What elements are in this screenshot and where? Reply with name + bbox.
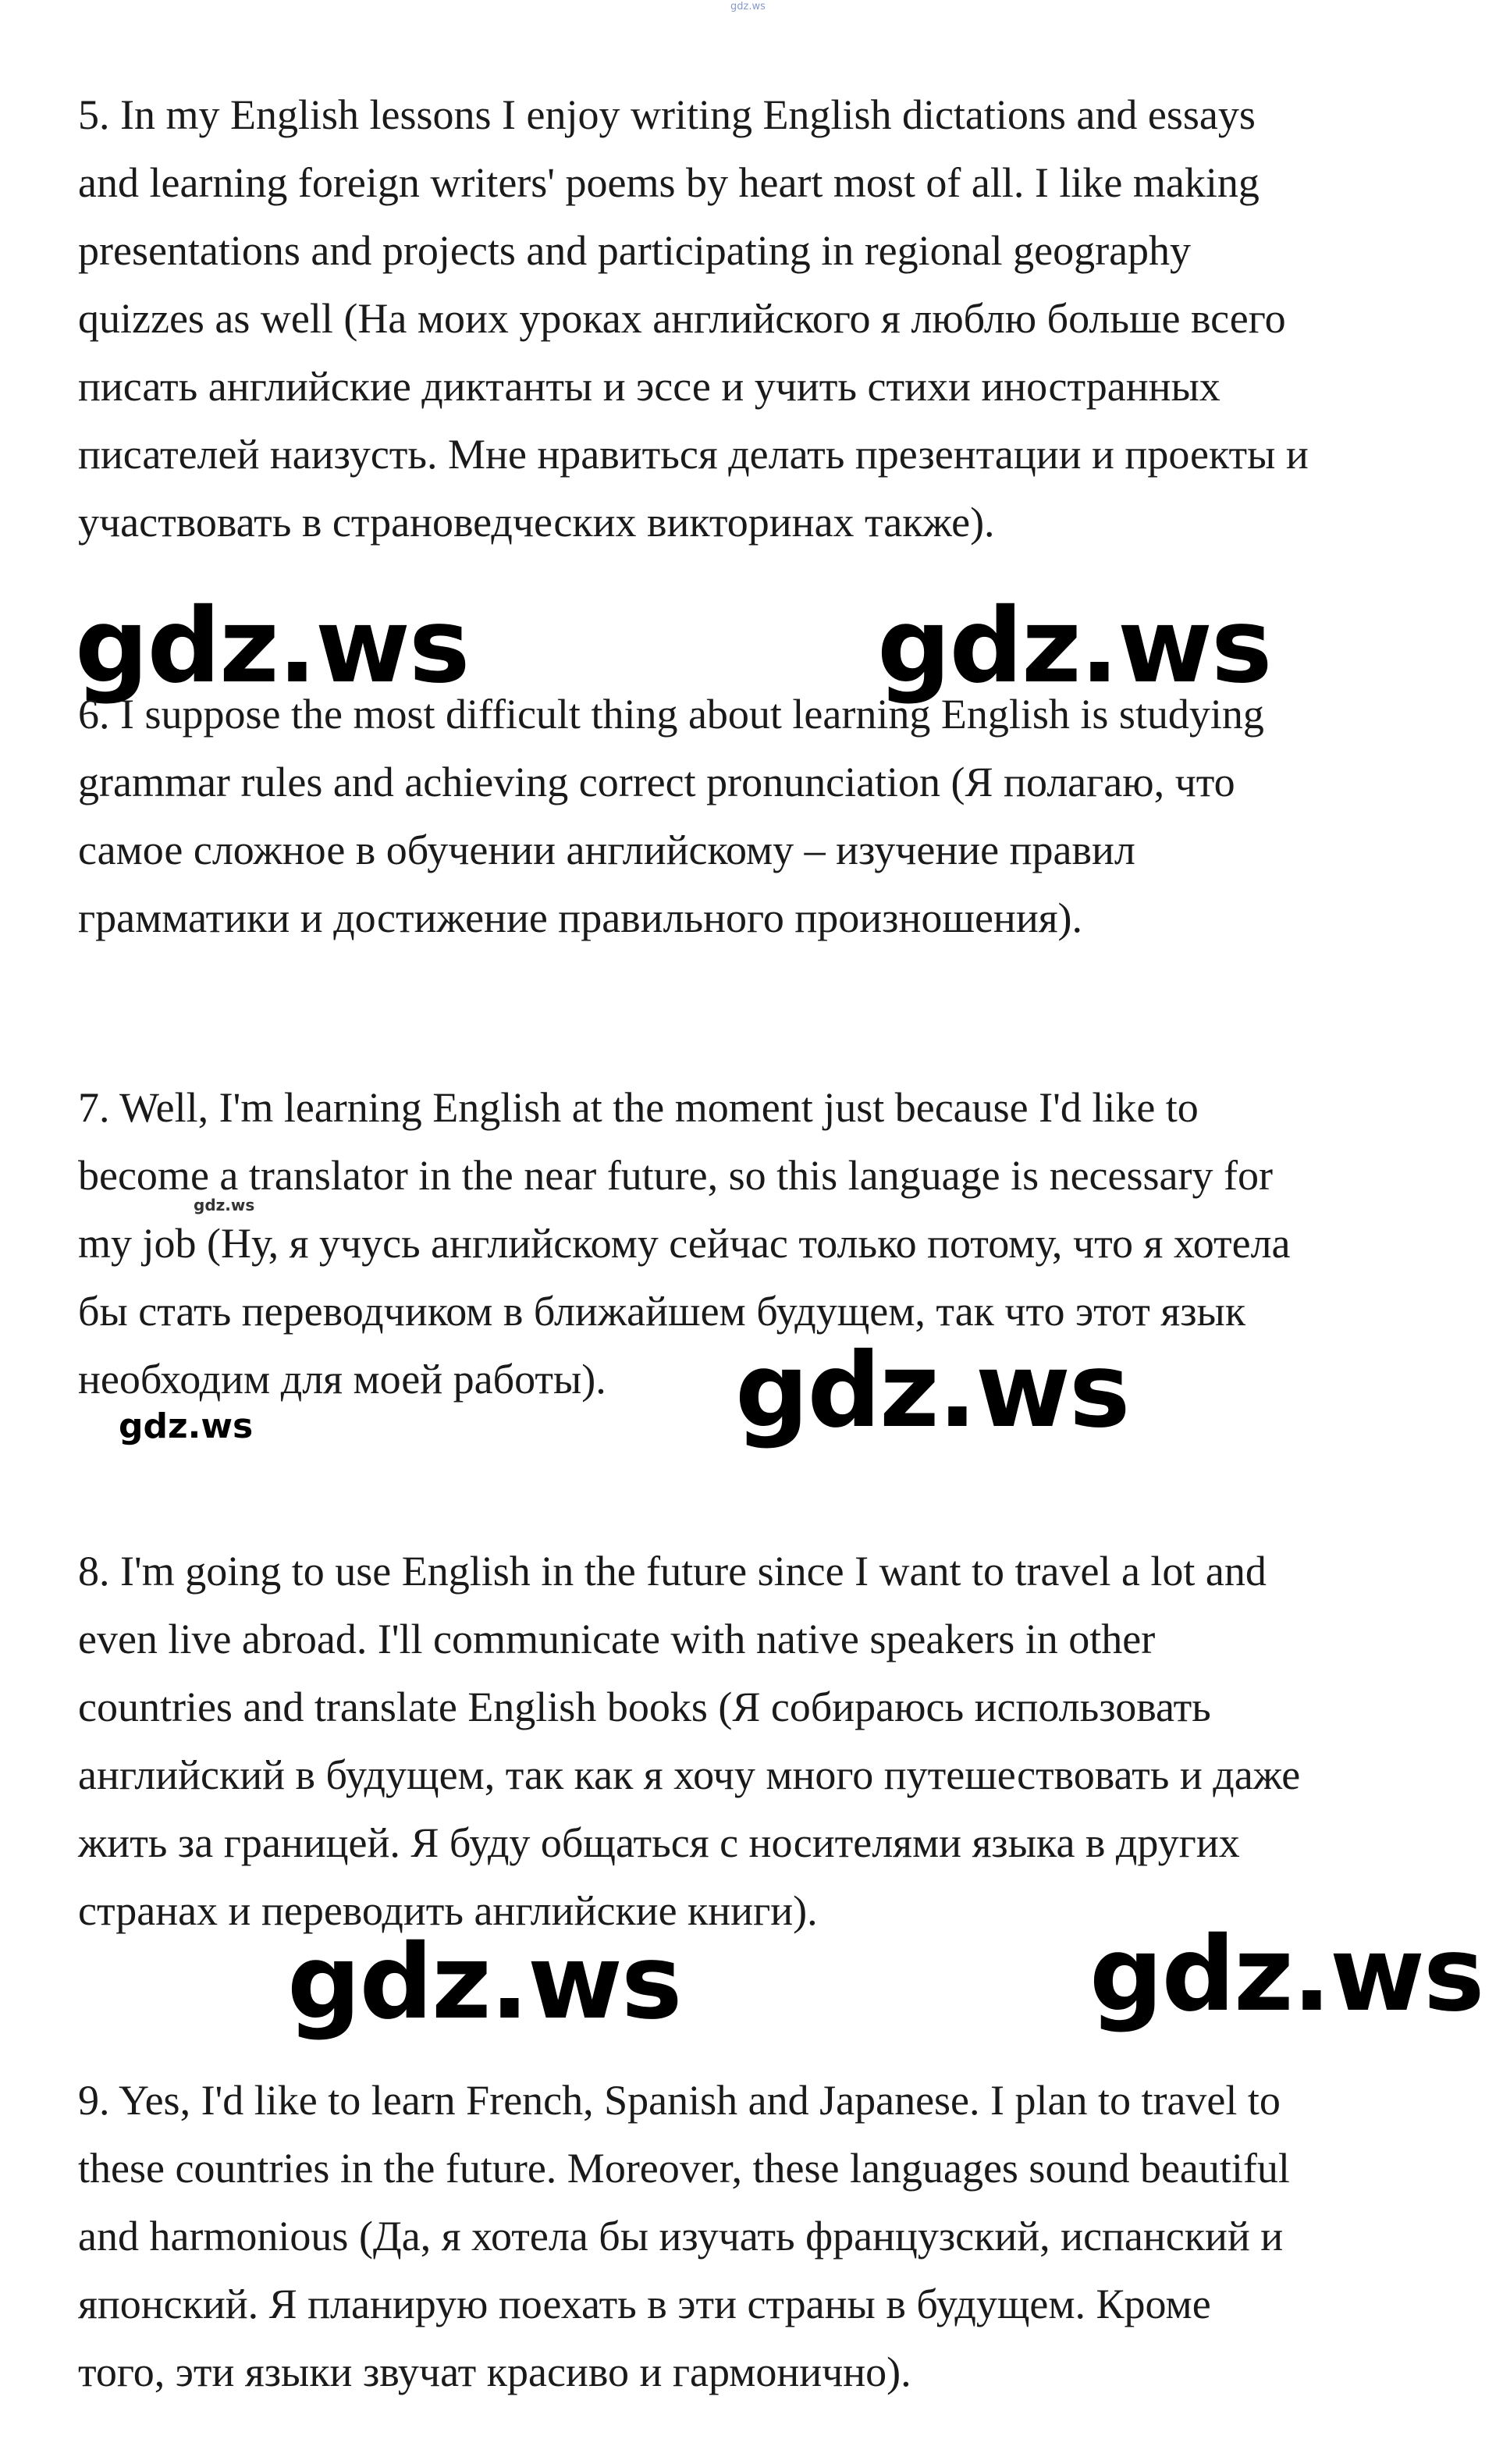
watermark-tiny: gdz.ws [194,1196,255,1214]
answer-6: 6. I suppose the most difficult thing about learning English is studying grammar rules and achieving correct pronunciation (Я полагаю, что самое сложное в обучении английскому – изучение правил грамматики и достижение правильного произношения). [78,691,1264,941]
answer-5: 5. In my English lessons I enjoy writing English dictations and essays and learning foreign writers' poems by heart most of all. I like making presentations and projects and participating in regional geography quizzes as well (На моих уроках английского я люблю больше всего писать английские диктанты и эссе и учить стихи иностранных писателей наизусть. Мне нравиться делать презентации и проекты и участвовать в страноведческих викторинах также). [78,91,1309,546]
watermark-5: gdz.ws [1089,1915,1483,2035]
watermark-3: gdz.ws [735,1331,1129,1451]
answer-8: 8. I'm going to use English in the future since I want to travel a lot and even live abroad. I'll communicate with native speakers in other countries and translate English books (Я собираюсь использовать английский в будущем, так как я хочу много путешествовать и даже жить за границей. Я буду общаться с носителями языка в других странах и переводить английские книги). [78,1548,1301,1934]
answer-9: 9. Yes, I'd like to learn French, Spanish and Japanese. I plan to travel to these countries in the future. Moreover, these languages sound beautiful and harmonious (Да, я хотела бы изучать французский, испанский и японский. Я планирую поехать в эти страны в будущем. Кроме того, эти языки звучат красиво и гармонично). [78,2077,1290,2395]
watermark-top: gdz.ws [730,1,766,12]
watermark-2: gdz.ws [877,586,1271,706]
watermark-4: gdz.ws [287,1922,681,2043]
watermark-1: gdz.ws [75,586,469,706]
watermark-small: gdz.ws [119,1406,254,1446]
answer-7: 7. Well, I'm learning English at the moment just because I'd like to become a translator in the near future, so this language is necessary for my job (Ну, я учусь английскому сейчас только потому, что я хотела бы стать переводчиком в ближайшем будущем, так что этот язык необходим для моей работы). [78,1084,1291,1403]
